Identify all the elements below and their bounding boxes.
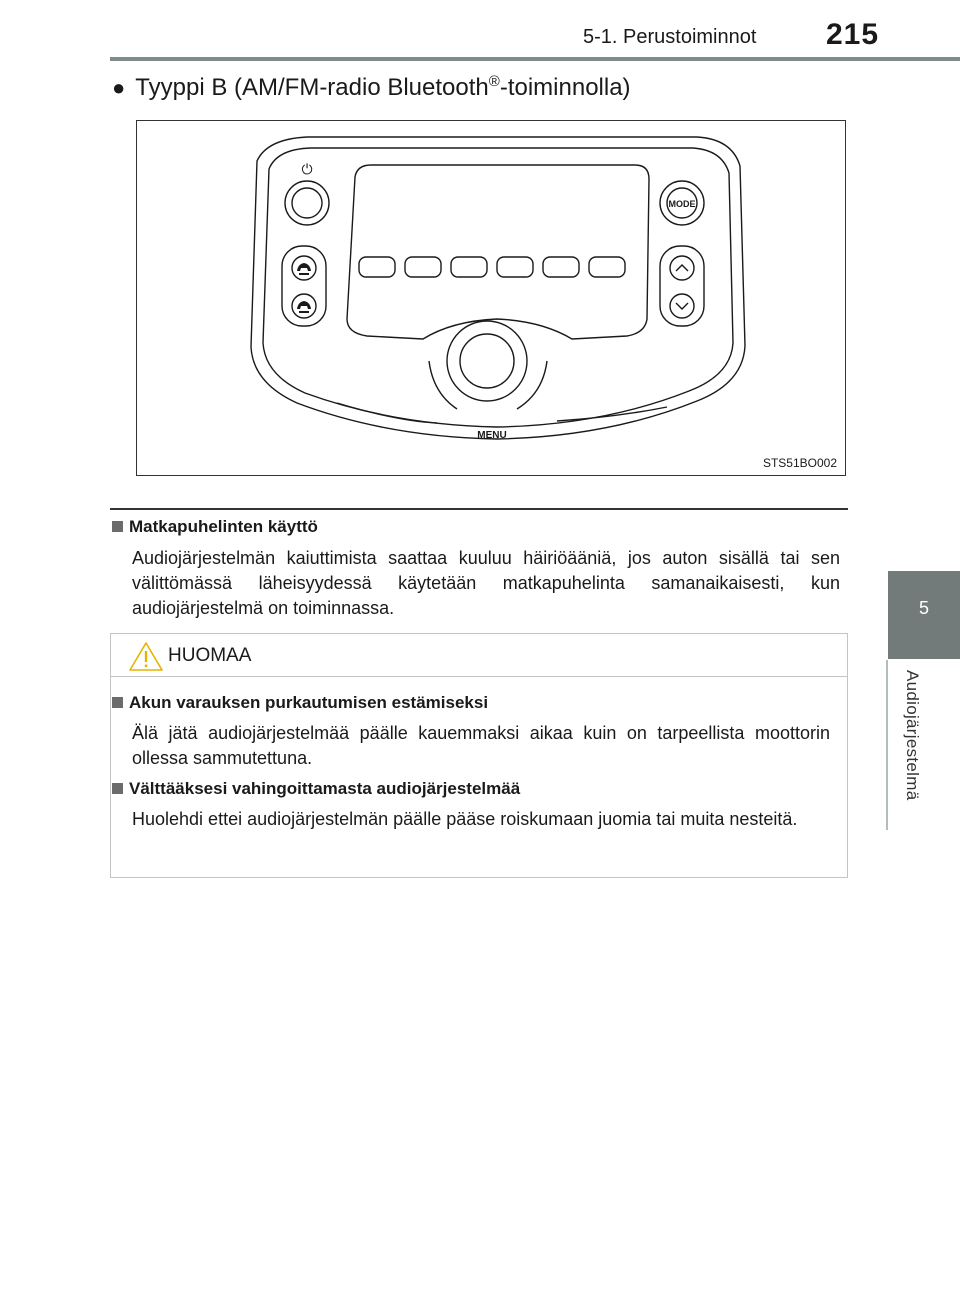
type-heading-text: Tyyppi B (AM/FM-radio Bluetooth — [135, 74, 489, 101]
knob-arc-right — [517, 361, 547, 409]
chevron-up-icon — [676, 265, 688, 271]
chapter-tab-rule — [886, 660, 888, 830]
preset-button-5 — [543, 257, 579, 277]
audio-unit-illustration — [137, 121, 847, 477]
type-heading — [112, 73, 631, 102]
power-knob-inner — [292, 188, 322, 218]
square-bullet-icon — [112, 697, 123, 708]
unit-outer-housing — [251, 137, 745, 439]
menu-knob — [460, 334, 514, 388]
preset-button-3 — [451, 257, 487, 277]
menu-knob-bezel — [447, 321, 527, 401]
preset-button-2 — [405, 257, 441, 277]
phone-hangup-icon — [297, 301, 311, 313]
square-bullet-icon — [112, 521, 123, 532]
page-number: 215 — [826, 18, 880, 51]
phone-buttons-pod — [282, 246, 326, 326]
registered-mark: ® — [488, 73, 500, 90]
preset-button-6 — [589, 257, 625, 277]
phone-answer-icon — [297, 263, 311, 275]
section-body: Audiojärjestelmän kaiuttimista saattaa kuuluu häiriöääniä, jos auton sisällä tai sen välittömässä läheisyydessä käytetään matkapuhelinta samanaikaisesti, kun audiojärjestelmä on toiminnassa. — [132, 548, 840, 618]
power-icon: ⏻ — [301, 162, 313, 178]
section-separator — [110, 508, 848, 510]
chapter-number: 5 — [918, 598, 929, 618]
section-title-text: Matkapuhelinten käyttö — [129, 517, 318, 536]
seek-down-button — [670, 294, 694, 318]
header-rule-extension — [860, 57, 960, 61]
running-header-section: 5-1. Perustoiminnot — [583, 26, 757, 48]
chapter-title: Audiojärjestelmä — [903, 670, 922, 801]
audio-unit-figure — [136, 120, 846, 476]
header-rule — [110, 57, 860, 61]
preset-button-1 — [359, 257, 395, 277]
type-heading-suffix: -toiminnolla) — [499, 74, 631, 101]
seek-up-button — [670, 256, 694, 280]
notice-item-title-text: Akun varauksen purkautumisen estämiseksi — [129, 693, 489, 712]
notice-header-rule — [110, 676, 848, 677]
knob-arc-left — [429, 361, 457, 409]
notice-title: HUOMAA — [168, 645, 252, 666]
notice-item-body: Huolehdi ettei audiojärjestelmän päälle pääse roiskumaan juomia tai muita nesteitä. — [132, 809, 798, 829]
notice-item-body: Älä jätä audiojärjestelmää päälle kauemmaksi aikaa kuin on tarpeellista moottorin ollessa sammutettuna. — [132, 723, 830, 768]
seek-buttons-pod — [660, 246, 704, 326]
section-title — [112, 517, 318, 537]
warning-triangle-icon — [128, 640, 164, 672]
figure-code: STS51BO002 — [762, 456, 837, 470]
round-bullet-icon: ● — [112, 75, 126, 100]
notice-item-title — [112, 779, 520, 799]
notice-item-title — [112, 693, 488, 713]
chevron-down-icon — [676, 303, 688, 309]
phone-icons — [297, 263, 311, 313]
preset-button-4 — [497, 257, 533, 277]
mode-label: MODE — [668, 199, 696, 209]
notice-item-title-text: Välttääksesi vahingoittamasta audiojärjestelmää — [129, 779, 521, 798]
menu-label: MENU — [477, 430, 507, 441]
display-screen — [347, 165, 649, 339]
square-bullet-icon — [112, 783, 123, 794]
